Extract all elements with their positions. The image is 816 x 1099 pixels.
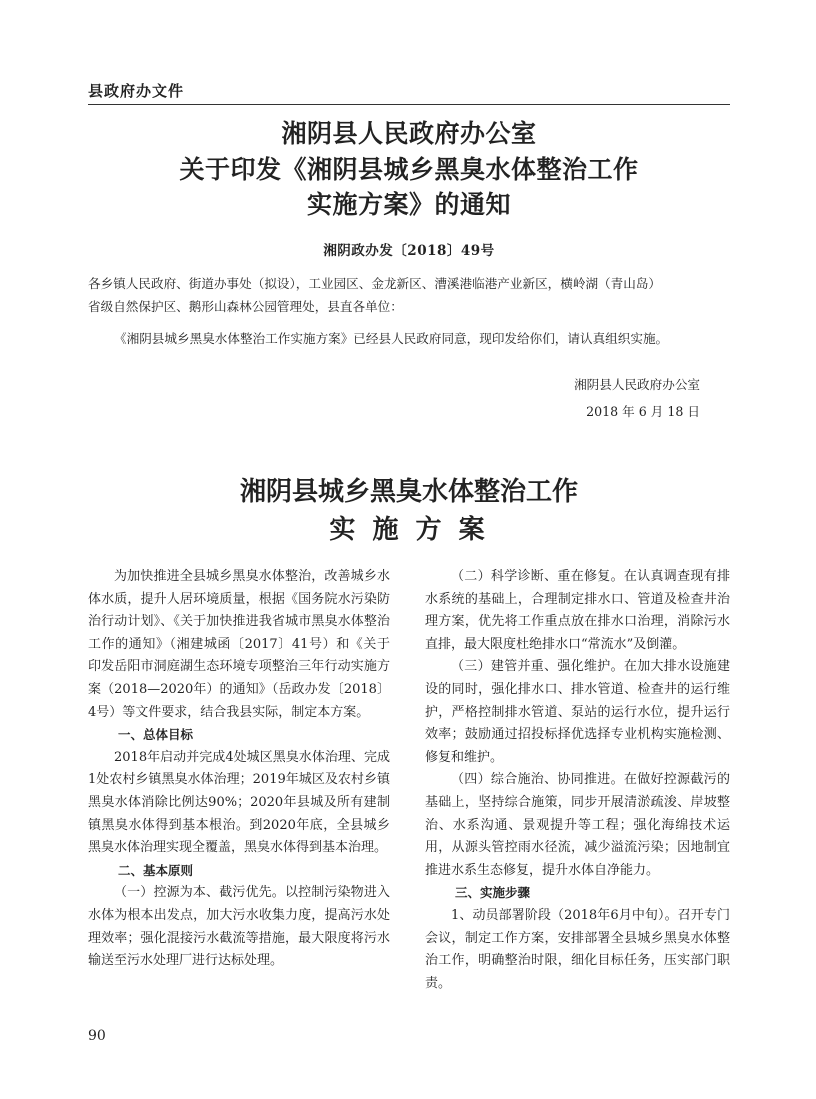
heading-basic-principles: 二、基本原则 (118, 862, 194, 878)
document-number: 湘阴政办发〔2018〕49号 (323, 243, 495, 259)
right-column (425, 566, 730, 995)
plan-title-line2: 实 施 方 案 (329, 515, 489, 545)
notice-title-line2: 关于印发《湘阴县城乡黑臭水体整治工作 (179, 155, 639, 184)
notice-title-line1: 湘阴县人民政府办公室 (281, 119, 537, 148)
left-column (88, 566, 390, 973)
principle-2-paragraph: （二）科学诊断、重在修复。在认真调查现有排水系统的基础上，合理制定排水口、管道及检查井治理方案，优先将工作重点放在排水口治理，消除污水直排，最大限度杜绝排水口“常流水”及倒灌。 (425, 569, 730, 652)
plan-title-line1: 湘阴县城乡黑臭水体整治工作 (239, 477, 578, 507)
notice-body: 《湘阴县城乡黑臭水体整治工作实施方案》已经县人民政府同意，现印发给你们，请认真组织实施。 (114, 331, 669, 346)
intro-paragraph: 为加快推进全县城乡黑臭水体整治，改善城乡水体水质，提升人居环境质量，根据《国务院水污染防治行动计划》、《关于加快推进我省城市黑臭水体整治工作的通知》（湘建城函〔2017〕41号）和《关于印发岳阳市洞庭湖生态环境专项整治三年行动实施方案（2018—2020年）的通知》（岳政办发〔2018〕4号）等文件要求，结合我县实际，制定本方案。 (88, 569, 390, 720)
issuer: 湘阴县人民政府办公室 (574, 377, 700, 392)
principle-1-paragraph: （一）控源为本、截污优先。以控制污染物进入水体为根本出发点，加大污水收集力度，提高污水处理效率；强化混接污水截流等措施，最大限度将污水输送至污水处理厂进行达标处理。 (88, 885, 390, 969)
heading-overall-goal: 一、总体目标 (118, 727, 194, 743)
notice-title-line3: 实施方案》的通知 (306, 190, 511, 219)
header-rule (88, 104, 730, 105)
issue-date: 2018 年 6 月 18 日 (586, 404, 700, 419)
section-label: 县政府办文件 (88, 82, 185, 100)
heading-implementation-steps: 三、实施步骤 (455, 885, 531, 901)
page-number: 90 (88, 1028, 106, 1044)
goal-paragraph: 2018年启动并完成4处城区黑臭水体治理、完成1处农村乡镇黑臭水体治理；2019年城区及农村乡镇黑臭水体消除比例达90%；2020年县城及所有建制镇黑臭水体得到基本根治。到2020年底，全县城乡黑臭水体治理实现全覆盖，黑臭水体得到基本治理。 (88, 749, 390, 856)
recipients-line2: 省级自然保护区、鹅形山森林公园管理处，县直各单位： (88, 299, 403, 314)
step-1-paragraph: 1、动员部署阶段（2018年6月中旬）。召开专门会议，制定工作方案，安排部署全县城乡黑臭水体整治工作，明确整治时限，细化目标任务，压实部门职责。 (425, 907, 730, 991)
principle-4-paragraph: （四）综合施治、协同推进。在做好控源截污的基础上，坚持综合施策，同步开展清淤疏浚、岸坡整治、水系沟通、景观提升等工程；强化海绵技术运用，从源头管控雨水径流，减少溢流污染；因地制宜推进水系生态修复，提升水体自净能力。 (425, 772, 730, 878)
principle-3-paragraph: （三）建管并重、强化维护。在加大排水设施建设的同时，强化排水口、排水管道、检查井的运行维护，严格控制排水管道、泵站的运行水位，提升运行效率；鼓励通过招投标择优选择专业机构实施检测、修复和维护。 (425, 659, 730, 765)
recipients-line1: 各乡镇人民政府、街道办事处（拟设），工业园区、金龙新区、漕溪港临港产业新区，横岭湖（青山岛） (88, 276, 662, 291)
